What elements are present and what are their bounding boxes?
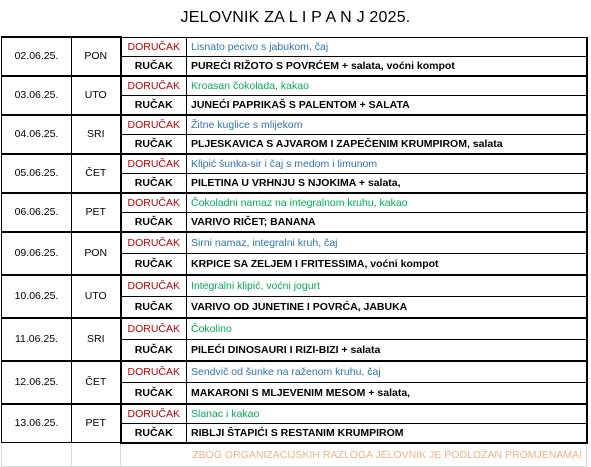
breakfast-label: DORUČAK — [121, 275, 187, 297]
date-cell: 06.06.25. — [2, 193, 72, 232]
date-cell: 03.06.25. — [2, 76, 72, 115]
lunch-label: RUČAK — [121, 212, 187, 232]
weekday-cell: PON — [72, 232, 121, 275]
weekday-cell: SRI — [72, 115, 121, 154]
breakfast-label: DORUČAK — [121, 115, 187, 135]
date-cell: 13.06.25. — [2, 404, 72, 443]
weekday-cell: SRI — [72, 318, 121, 361]
breakfast-label: DORUČAK — [121, 404, 187, 424]
breakfast-row — [2, 318, 587, 340]
lunch-label: RUČAK — [121, 95, 187, 115]
breakfast-item: Sendvič od šunke na raženom kruhu, čaj — [187, 361, 587, 383]
lunch-label: RUČAK — [121, 56, 187, 76]
date-cell: 09.06.25. — [2, 232, 72, 275]
breakfast-row — [2, 193, 587, 213]
breakfast-item: Slanac i kakao — [187, 404, 587, 424]
breakfast-item: Integralni klipić, voćni jogurt — [187, 275, 587, 297]
weekday-cell: PET — [72, 193, 121, 232]
breakfast-label: DORUČAK — [121, 232, 187, 254]
note-row — [2, 443, 587, 467]
lunch-item: JUNEĆI PAPRIKAŠ S PALENTOM + SALATA — [187, 95, 587, 115]
breakfast-row — [2, 37, 587, 56]
breakfast-row — [2, 361, 587, 383]
lunch-item: PILETINA U VRHNJU S NJOKIMA + salata, — [187, 173, 587, 193]
date-cell: 11.06.25. — [2, 318, 72, 361]
lunch-item: VARIVO RIČET; BANANA — [187, 212, 587, 232]
breakfast-label: DORUČAK — [121, 37, 187, 56]
breakfast-row — [2, 232, 587, 254]
lunch-item: VARIVO OD JUNETINE I POVRĆA, JABUKA — [187, 296, 587, 318]
breakfast-item: Čokoladni namaz na integralnom kruhu, kakao — [187, 193, 587, 213]
lunch-item: MAKARONI S MLJEVENIM MESOM + salata, — [187, 382, 587, 404]
breakfast-label: DORUČAK — [121, 318, 187, 340]
lunch-label: RUČAK — [121, 134, 187, 154]
breakfast-label: DORUČAK — [121, 361, 187, 383]
weekday-cell: ČET — [72, 154, 121, 193]
lunch-item: KRPICE SA ZELJEM I FRITESSIMA, voćni kompot — [187, 253, 587, 275]
breakfast-label: DORUČAK — [121, 76, 187, 96]
date-cell: 10.06.25. — [2, 275, 72, 318]
lunch-item: PLJESKAVICA S AJVAROM I ZAPEČENIM KRUMPIROM, salata — [187, 134, 587, 154]
lunch-item: PILEĆI DINOSAURI I RIZI-BIZI + salata — [187, 339, 587, 361]
menu-note: ZBOG ORGANIZACIJSKIH RAZLOGA JELOVNIK JE PODLOŽAN PROMJENAMA! — [121, 443, 587, 467]
page-title: JELOVNIK ZA L I P A N J 2025. — [180, 9, 411, 26]
empty-cell — [2, 443, 72, 467]
empty-cell — [72, 443, 121, 467]
weekday-cell: UTO — [72, 275, 121, 318]
breakfast-item: Sirni namaz, integralni kruh, čaj — [187, 232, 587, 254]
breakfast-row — [2, 154, 587, 174]
breakfast-item: Žitne kuglice s mlijekom — [187, 115, 587, 135]
lunch-label: RUČAK — [121, 253, 187, 275]
date-cell: 04.06.25. — [2, 115, 72, 154]
menu-table — [1, 36, 588, 467]
weekday-cell: PET — [72, 404, 121, 443]
lunch-label: RUČAK — [121, 173, 187, 193]
breakfast-label: DORUČAK — [121, 193, 187, 213]
lunch-label: RUČAK — [121, 382, 187, 404]
weekday-cell: ČET — [72, 361, 121, 404]
date-cell: 12.06.25. — [2, 361, 72, 404]
date-cell: 02.06.25. — [2, 37, 72, 76]
lunch-label: RUČAK — [121, 423, 187, 443]
breakfast-label: DORUČAK — [121, 154, 187, 174]
breakfast-row — [2, 404, 587, 424]
breakfast-item: Čokolino — [187, 318, 587, 340]
lunch-label: RUČAK — [121, 296, 187, 318]
breakfast-row — [2, 115, 587, 135]
breakfast-item: Kroasan čokolada, kakao — [187, 76, 587, 96]
breakfast-item: Lisnato pecivo s jabukom, čaj — [187, 37, 587, 56]
weekday-cell: PON — [72, 37, 121, 76]
breakfast-item: Klipić šunka-sir i čaj s medom i limunom — [187, 154, 587, 174]
lunch-item: RIBLJI ŠTAPIĆI S RESTANIM KRUMPIROM — [187, 423, 587, 443]
lunch-item: PUREĆI RIŽOTO S POVRĆEM + salata, voćni kompot — [187, 56, 587, 76]
date-cell: 05.06.25. — [2, 154, 72, 193]
breakfast-row — [2, 275, 587, 297]
lunch-label: RUČAK — [121, 339, 187, 361]
breakfast-row — [2, 76, 587, 96]
weekday-cell: UTO — [72, 76, 121, 115]
